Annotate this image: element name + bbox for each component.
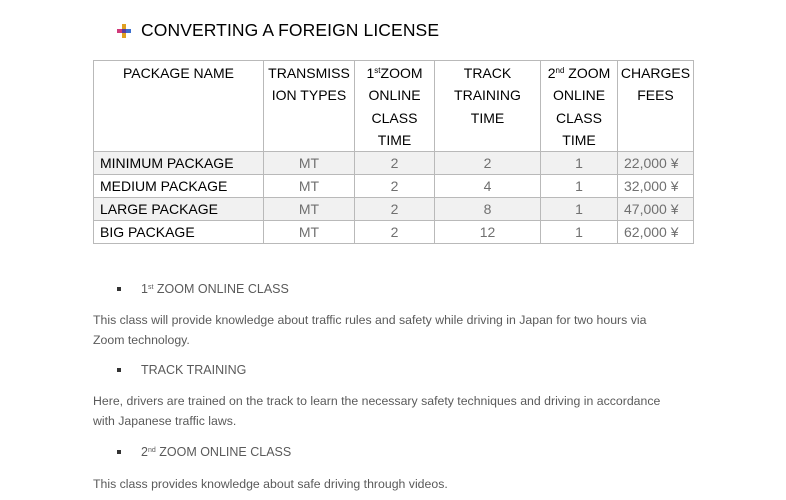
- cell-transmission: MT: [264, 175, 355, 198]
- package-table: [93, 60, 694, 244]
- cell-fee: 32,000 ¥: [618, 175, 694, 198]
- page-title: CONVERTING A FOREIGN LICENSE: [141, 20, 440, 40]
- cell-package-name: LARGE PACKAGE: [94, 198, 264, 221]
- bullet-track-training: [117, 363, 246, 377]
- cell-fee: 47,000 ¥: [618, 198, 694, 221]
- table-row: [94, 221, 694, 244]
- cell-zoom1: 2: [355, 198, 435, 221]
- cell-transmission: MT: [264, 152, 355, 175]
- header-package-name: PACKAGE NAME: [94, 61, 264, 152]
- cell-zoom1: 2: [355, 152, 435, 175]
- bullet-square-icon: [117, 450, 121, 454]
- cell-zoom2: 1: [541, 221, 618, 244]
- page-heading: [116, 20, 439, 41]
- bullet-label: 2nd ZOOM ONLINE CLASS: [141, 445, 292, 459]
- table-row: [94, 152, 694, 175]
- header-transmission-types: TRANSMISS ION TYPES: [264, 61, 355, 152]
- bullet-square-icon: [117, 368, 121, 372]
- cell-track: 12: [435, 221, 541, 244]
- paragraph-second-zoom-class: This class provides knowledge about safe driving through videos.: [93, 477, 448, 491]
- bullet-label: 1st ZOOM ONLINE CLASS: [141, 282, 289, 296]
- bullet-first-zoom-class: [117, 282, 289, 296]
- table-row: [94, 175, 694, 198]
- paragraph-track-training: Here, drivers are trained on the track to learn the necessary safety techniques and driving in accordance with Japanese traffic laws.: [93, 394, 661, 428]
- header-track-training-time: TRACK TRAINING TIME: [435, 61, 541, 152]
- bullet-label: TRACK TRAINING: [141, 363, 247, 377]
- table-row: [94, 198, 694, 221]
- bullet-square-icon: [117, 287, 121, 291]
- cell-package-name: MINIMUM PACKAGE: [94, 152, 264, 175]
- cell-track: 4: [435, 175, 541, 198]
- cell-zoom2: 1: [541, 175, 618, 198]
- cell-fee: 22,000 ¥: [618, 152, 694, 175]
- cell-zoom1: 2: [355, 221, 435, 244]
- cell-package-name: BIG PACKAGE: [94, 221, 264, 244]
- plus-colored-icon: [116, 23, 132, 39]
- header-second-zoom-class-time: 2nd ZOOM ONLINE CLASS TIME: [541, 61, 618, 152]
- bullet-second-zoom-class: [117, 445, 291, 459]
- header-charges-fees: CHARGES FEES: [618, 61, 694, 152]
- cell-transmission: MT: [264, 221, 355, 244]
- cell-package-name: MEDIUM PACKAGE: [94, 175, 264, 198]
- cell-track: 8: [435, 198, 541, 221]
- paragraph-first-zoom-class: This class will provide knowledge about traffic rules and safety while driving in Japan for two hours via Zoom technology.: [93, 313, 647, 347]
- cell-zoom1: 2: [355, 175, 435, 198]
- table-header-row: [94, 61, 694, 152]
- cell-zoom2: 1: [541, 198, 618, 221]
- cell-fee: 62,000 ¥: [618, 221, 694, 244]
- cell-transmission: MT: [264, 198, 355, 221]
- cell-track: 2: [435, 152, 541, 175]
- header-first-zoom-class-time: 1stZOOM ONLINE CLASS TIME: [355, 61, 435, 152]
- cell-zoom2: 1: [541, 152, 618, 175]
